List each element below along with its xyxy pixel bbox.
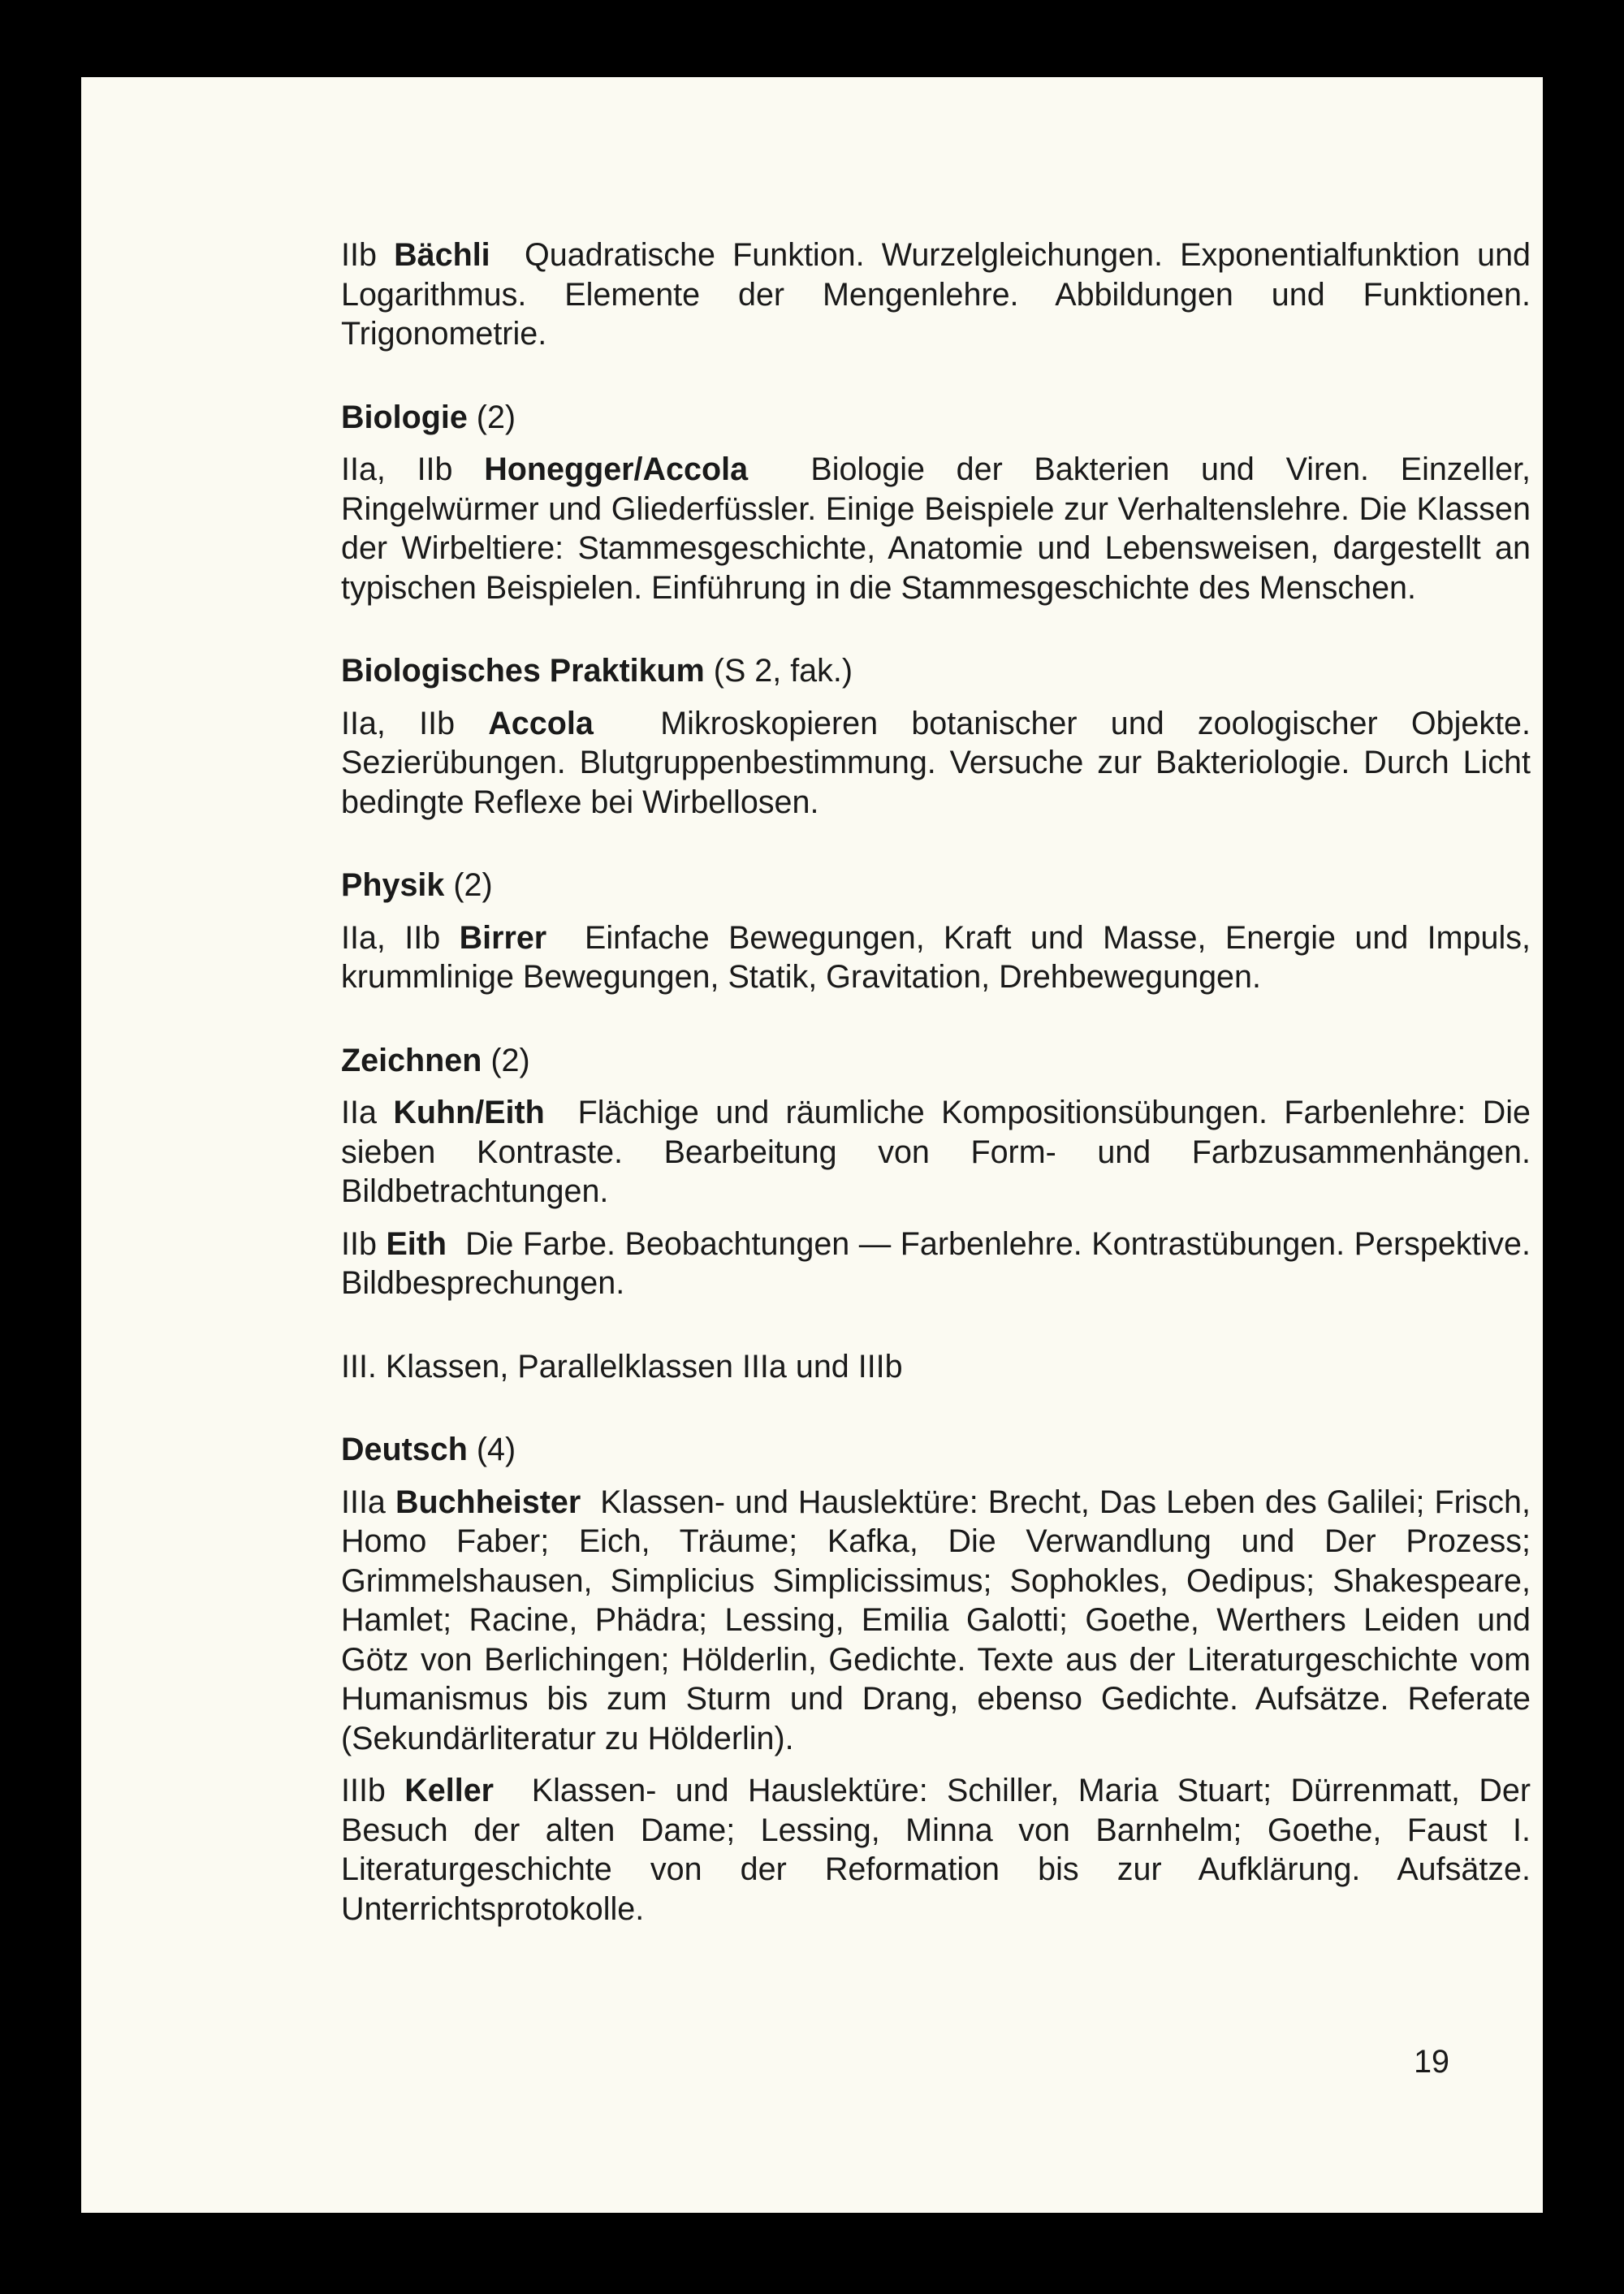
subject-heading-biologie <box>341 398 1531 438</box>
entry-text: Die Farbe. Beobachtungen — Farbenlehre. Kontrastübungen. Perspektive. Bildbesprechungen. <box>341 1225 1531 1301</box>
class-label: IIa, IIb <box>341 705 456 741</box>
teacher-name: Buchheister <box>395 1484 581 1520</box>
subject-heading-deutsch <box>341 1430 1531 1470</box>
teacher-name: Bächli <box>394 237 490 273</box>
entry-bachli <box>341 235 1531 354</box>
subject-name: Zeichnen <box>341 1042 482 1078</box>
class-label: IIb <box>341 237 377 273</box>
entry-text: Flächige und räumliche Kompositionsübungen. Farbenlehre: Die sieben Kontraste. Bearbeitung von Form- und Farbzusammenhängen. Bildbetrachtungen. <box>341 1095 1531 1209</box>
class-label: IIIb <box>341 1773 386 1808</box>
subject-hours: (4) <box>476 1432 516 1467</box>
subject-heading-praktikum <box>341 651 1531 691</box>
document-page <box>81 77 1543 2213</box>
subject-hours: (2) <box>476 399 516 435</box>
entry-text: Mikroskopieren botanischer und zoologischer Objekte. Sezierübungen. Blutgruppenbestimmung. Versuche zur Bakteriologie. Durch Licht bedingte Reflexe bei Wirbellosen. <box>341 705 1531 820</box>
class-label: IIa, IIb <box>341 451 453 487</box>
teacher-name: Birrer <box>459 919 547 956</box>
class-label: IIa <box>341 1095 377 1130</box>
subject-name: Biologie <box>341 399 468 435</box>
subject-hours: (2) <box>490 1042 530 1078</box>
entry-zeichnen-iia <box>341 1093 1531 1212</box>
class-label: IIb <box>341 1225 377 1262</box>
section-heading: III. Klassen, Parallelklassen IIIa und IIIb <box>341 1348 903 1385</box>
class-label: IIa, IIb <box>341 919 441 956</box>
entry-text: Biologie der Bakterien und Viren. Einzeller, Ringelwürmer und Gliederfüssler. Einige Beispiele zur Verhaltenslehre. Die Klassen der Wirbeltiere: Stammesgeschichte, Anatomie und Lebensweisen, dargestellt an typischen Beispielen. Einführung in die Stammesgeschichte des Menschen. <box>341 451 1531 606</box>
teacher-name: Eith <box>386 1225 447 1262</box>
entry-zeichnen-iib <box>341 1225 1531 1303</box>
teacher-name: Keller <box>404 1773 495 1808</box>
teacher-name: Honegger/Accola <box>484 451 749 487</box>
subject-hours: (S 2, fak.) <box>713 653 853 689</box>
subject-name: Physik <box>341 867 445 903</box>
page-content <box>341 235 1531 1929</box>
entry-text: Klassen- und Hauslektüre: Brecht, Das Leben des Galilei; Frisch, Homo Faber; Eich, Träume; Kafka, Die Verwandlung und Der Prozess; Grimmelshausen, Simplicius Simplicissimus; Sophokles, Oedipus; Shakespeare, Hamlet; Racine, Phädra; Lessing, Emilia Galotti; Goethe, Werthers Leiden und Götz von Berlichingen; Hölderlin, Gedichte. Texte aus der Literaturgeschichte vom Humanismus bis zum Sturm und Drang, ebenso Gedichte. Aufsätze. Referate (Sekundärliteratur zu Hölderlin). <box>341 1484 1531 1756</box>
entry-physik <box>341 918 1531 997</box>
teacher-name: Kuhn/Eith <box>393 1095 545 1130</box>
subject-name: Biologisches Praktikum <box>341 653 705 689</box>
subject-hours: (2) <box>453 867 493 903</box>
entry-text: Klassen- und Hauslektüre: Schiller, Maria Stuart; Dürrenmatt, Der Besuch der alten Dame; Lessing, Minna von Barnhelm; Goethe, Faust I. Literaturgeschichte von der Reformation bis zur Aufklärung. Aufsätze. Unterrichtsprotokolle. <box>341 1773 1531 1927</box>
subject-name: Deutsch <box>341 1432 468 1467</box>
teacher-name: Accola <box>488 705 594 741</box>
page-number: 19 <box>1414 2044 1449 2080</box>
entry-deutsch-iiia <box>341 1483 1531 1759</box>
entry-biologie <box>341 450 1531 607</box>
entry-deutsch-iiib <box>341 1771 1531 1929</box>
entry-text: Einfache Bewegungen, Kraft und Masse, Energie und Impuls, krummlinige Bewegungen, Statik, Gravitation, Drehbewegungen. <box>341 919 1531 995</box>
entry-praktikum <box>341 704 1531 823</box>
class-label: IIIa <box>341 1484 386 1520</box>
subject-heading-zeichnen <box>341 1041 1531 1081</box>
subject-heading-physik <box>341 866 1531 905</box>
entry-text: Quadratische Funktion. Wurzelgleichungen. Exponentialfunktion und Logarithmus. Elemente der Mengenlehre. Abbildungen und Funktionen. Trigonometrie. <box>341 237 1531 352</box>
